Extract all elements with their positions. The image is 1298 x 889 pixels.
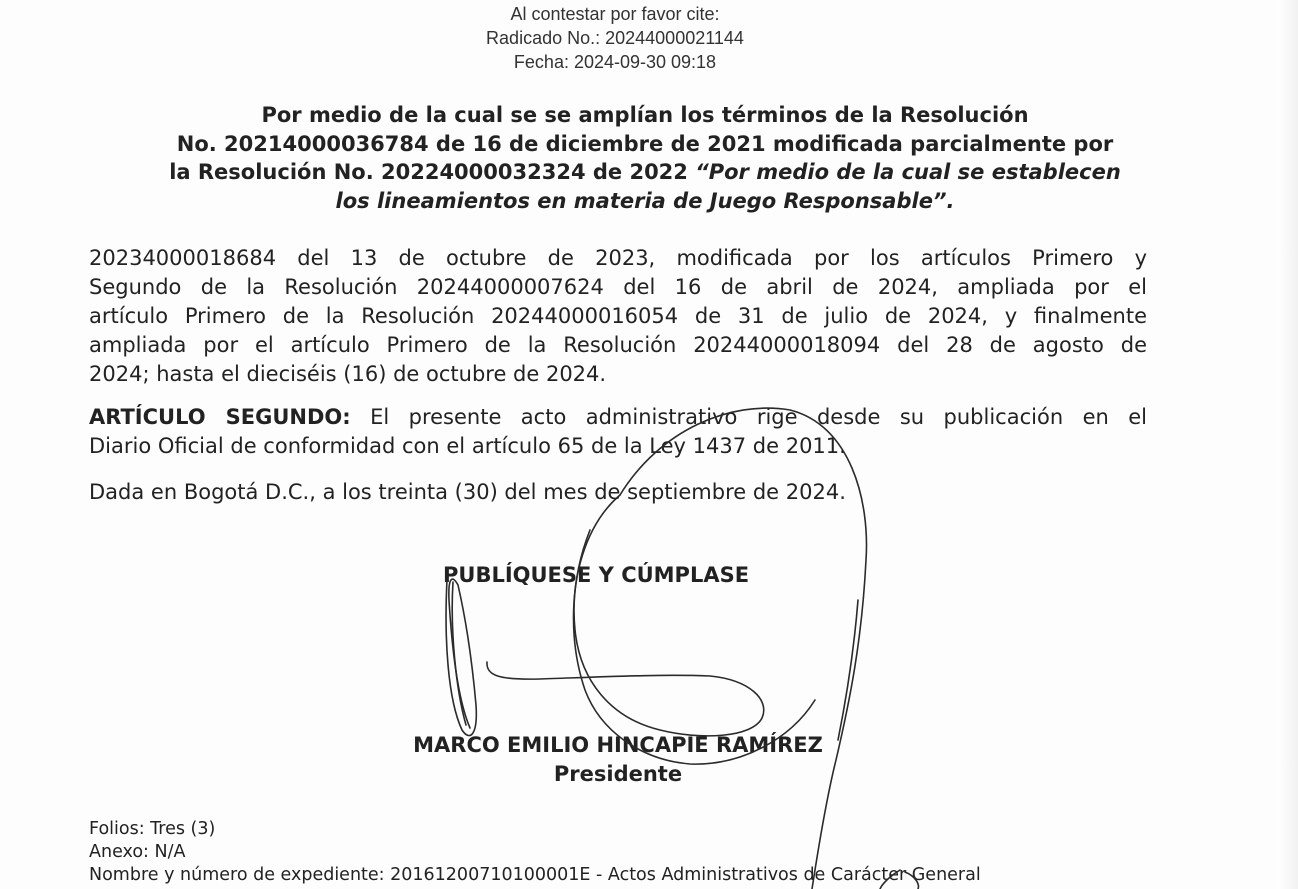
title-line-3: [60, 158, 1230, 187]
title-line-2: No. 20214000036784 de 16 de diciembre de 2021 modificada parcialmente por: [176, 131, 1114, 156]
resolution-title: [60, 101, 1230, 215]
articulo-segundo-line-1: [89, 403, 1147, 432]
paragraph-line: ampliada por el artículo Primero de la Resolución 20244000018094 del 28 de agosto de: [89, 333, 1147, 357]
signer-role: Presidente: [553, 762, 683, 786]
title-line-4-italic: los lineamientos en materia de Juego Responsable”.: [335, 188, 955, 213]
signer-name: MARCO EMILIO HINCAPIE RAMÍREZ: [413, 733, 823, 757]
paragraph-line: artículo Primero de la Resolución 20244000016054 de 31 de julio de 2024, y finalmente: [89, 304, 1147, 328]
paragraph-line: Segundo de la Resolución 20244000007624 del 16 de abril de 2024, ampliada por el: [89, 275, 1147, 299]
cite-instruction: Al contestar por favor cite:: [510, 4, 720, 24]
radicado-date: Fecha: 2024-09-30 09:18: [513, 52, 717, 72]
document-footer: [89, 818, 1189, 887]
title-line-3-normal: la Resolución No. 20224000032324 de 2022: [169, 160, 696, 184]
radicado-header: [380, 2, 850, 74]
paragraph-line: 20234000018684 del 13 de octubre de 2023, modificada por los artículos Primero y: [89, 246, 1147, 270]
articulo-segundo-text: El presente acto administrativo rige desde su publicación en el: [350, 405, 1147, 429]
paragraph-line: 2024; hasta el dieciséis (16) de octubre de 2024.: [89, 362, 607, 386]
title-line-1: Por medio de la cual se se amplían los términos de la Resolución: [261, 103, 1029, 127]
publiquese-heading: PUBLÍQUESE Y CÚMPLASE: [443, 563, 750, 587]
title-line-4: [60, 187, 1230, 216]
anexo-info: Anexo: N/A: [89, 842, 186, 862]
radicado-number: Radicado No.: 20244000021144: [486, 28, 744, 48]
dada-en-text: Dada en Bogotá D.C., a los treinta (30) del mes de septiembre de 2024.: [89, 480, 846, 504]
dada-en-paragraph: [89, 478, 1147, 507]
articulo-segundo: [89, 403, 1147, 461]
title-line-3-italic: “Por medio de la cual se establecen: [695, 160, 1121, 184]
articulo-segundo-label: ARTÍCULO SEGUNDO:: [89, 405, 351, 429]
paragraph-ampliacion: [89, 244, 1147, 389]
scan-edge-shadow: [1278, 0, 1298, 889]
articulo-segundo-line-2: Diario Oficial de conformidad con el artículo 65 de la Ley 1437 de 2011.: [89, 434, 846, 458]
folios-count: Folios: Tres (3): [89, 819, 216, 839]
signer-block: [318, 731, 918, 789]
expediente-info: Nombre y número de expediente: 20161200710100001E - Actos Administrativos de Carácter General: [89, 865, 981, 885]
